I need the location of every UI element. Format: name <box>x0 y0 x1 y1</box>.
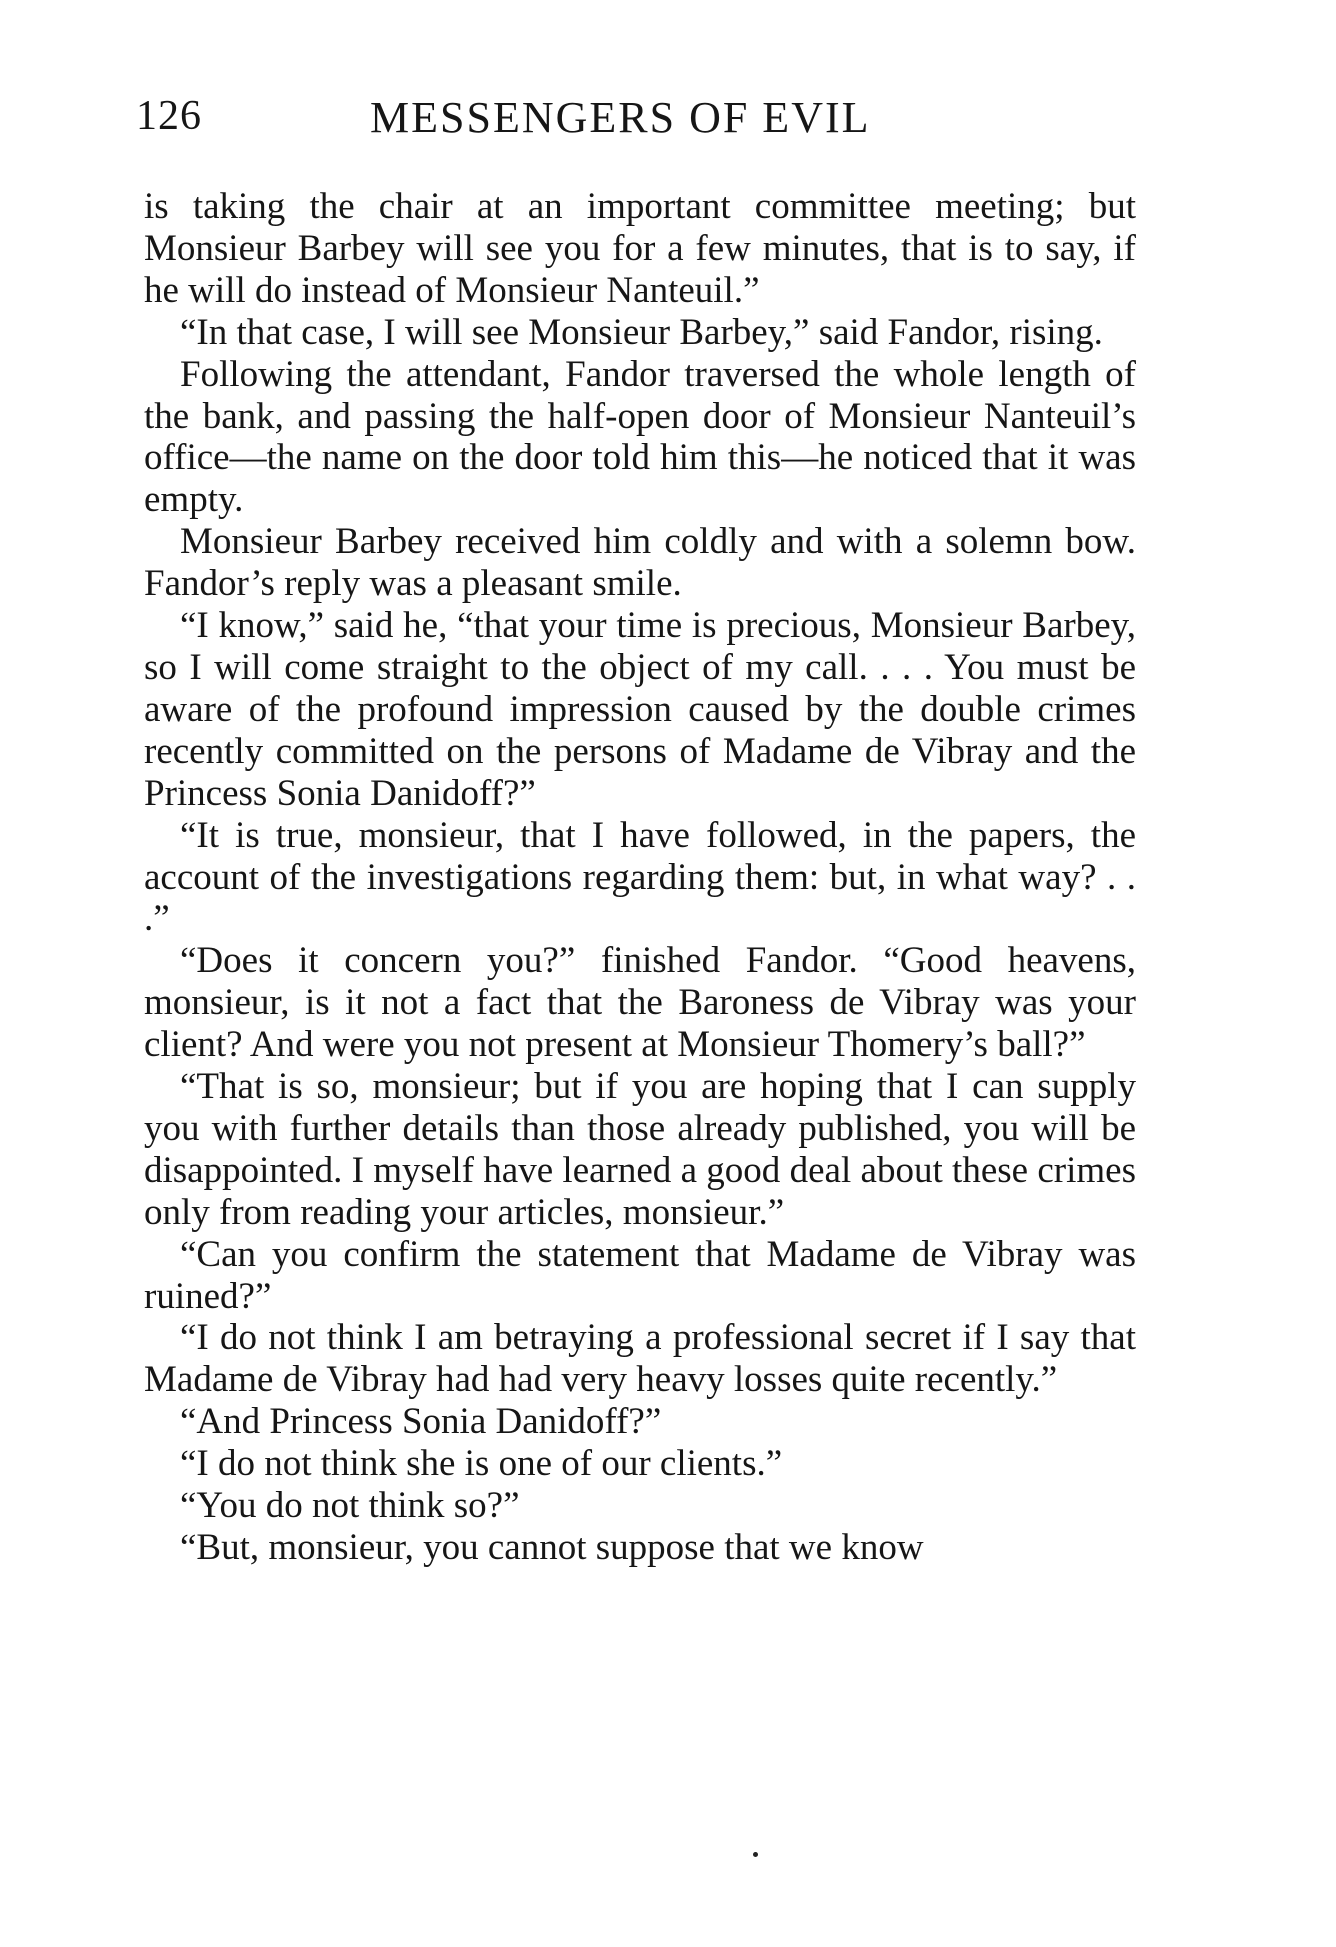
paragraph: “But, monsieur, you cannot suppose that we know <box>180 1527 924 1568</box>
paragraph: is taking the chair at an important committee meeting; but Monsieur Barbey will see you for a few minutes, that is to say, if he will do instead of Monsieur Nanteuil.” <box>144 186 1136 311</box>
paragraph: Monsieur Barbey received him coldly and with a solemn bow. Fandor’s reply was a pleasant smile. <box>144 521 1136 605</box>
paragraph: Following the attendant, Fandor traversed the whole length of the bank, and passing the half-open door of Monsieur Nanteuil’s office—the name on the door told him this—he noticed that it was empty. <box>144 353 1136 521</box>
paragraph: “In that case, I will see Monsieur Barbey,” said Fandor, rising. <box>180 311 1103 353</box>
paragraph: “I know,” said he, “that your time is precious, Monsieur Barbey, so I will come straight to the object of my call. . . . You must be aware of the profound impression caused by the double crimes recently committed on the persons of Madame de Vibray and the Princess Sonia Danidoff?” <box>144 605 1136 814</box>
paragraph: “I do not think I am betraying a professional secret if I say that Madame de Vibray had had very heavy losses quite recently.” <box>144 1317 1136 1401</box>
paragraph: “Can you confirm the statement that Madame de Vibray was ruined?” <box>144 1233 1136 1317</box>
paragraph: “It is true, monsieur, that I have followed, in the papers, the account of the investigations regarding them: but, in what way? . . .” <box>144 814 1136 940</box>
page-header <box>136 92 1136 148</box>
paragraph: “I do not think she is one of our clients.” <box>180 1443 783 1485</box>
page-number: 126 <box>136 93 202 139</box>
paragraph: “And Princess Sonia Danidoff?” <box>180 1401 662 1443</box>
body-text <box>144 186 1136 1569</box>
paragraph: “That is so, monsieur; but if you are hoping that I can supply you with further details than those already published, you will be disappointed. I myself have learned a good deal about these crimes only from reading your articles, monsieur.” <box>144 1066 1136 1233</box>
running-title: MESSENGERS OF EVIL <box>370 93 871 142</box>
paragraph: “Does it concern you?” finished Fandor. “Good heavens, monsieur, is it not a fact that the Baroness de Vibray was your client? And were you not present at Monsieur Thomery’s ball?” <box>144 940 1136 1066</box>
print-speck <box>753 1852 758 1857</box>
paragraph: “You do not think so?” <box>180 1485 520 1527</box>
